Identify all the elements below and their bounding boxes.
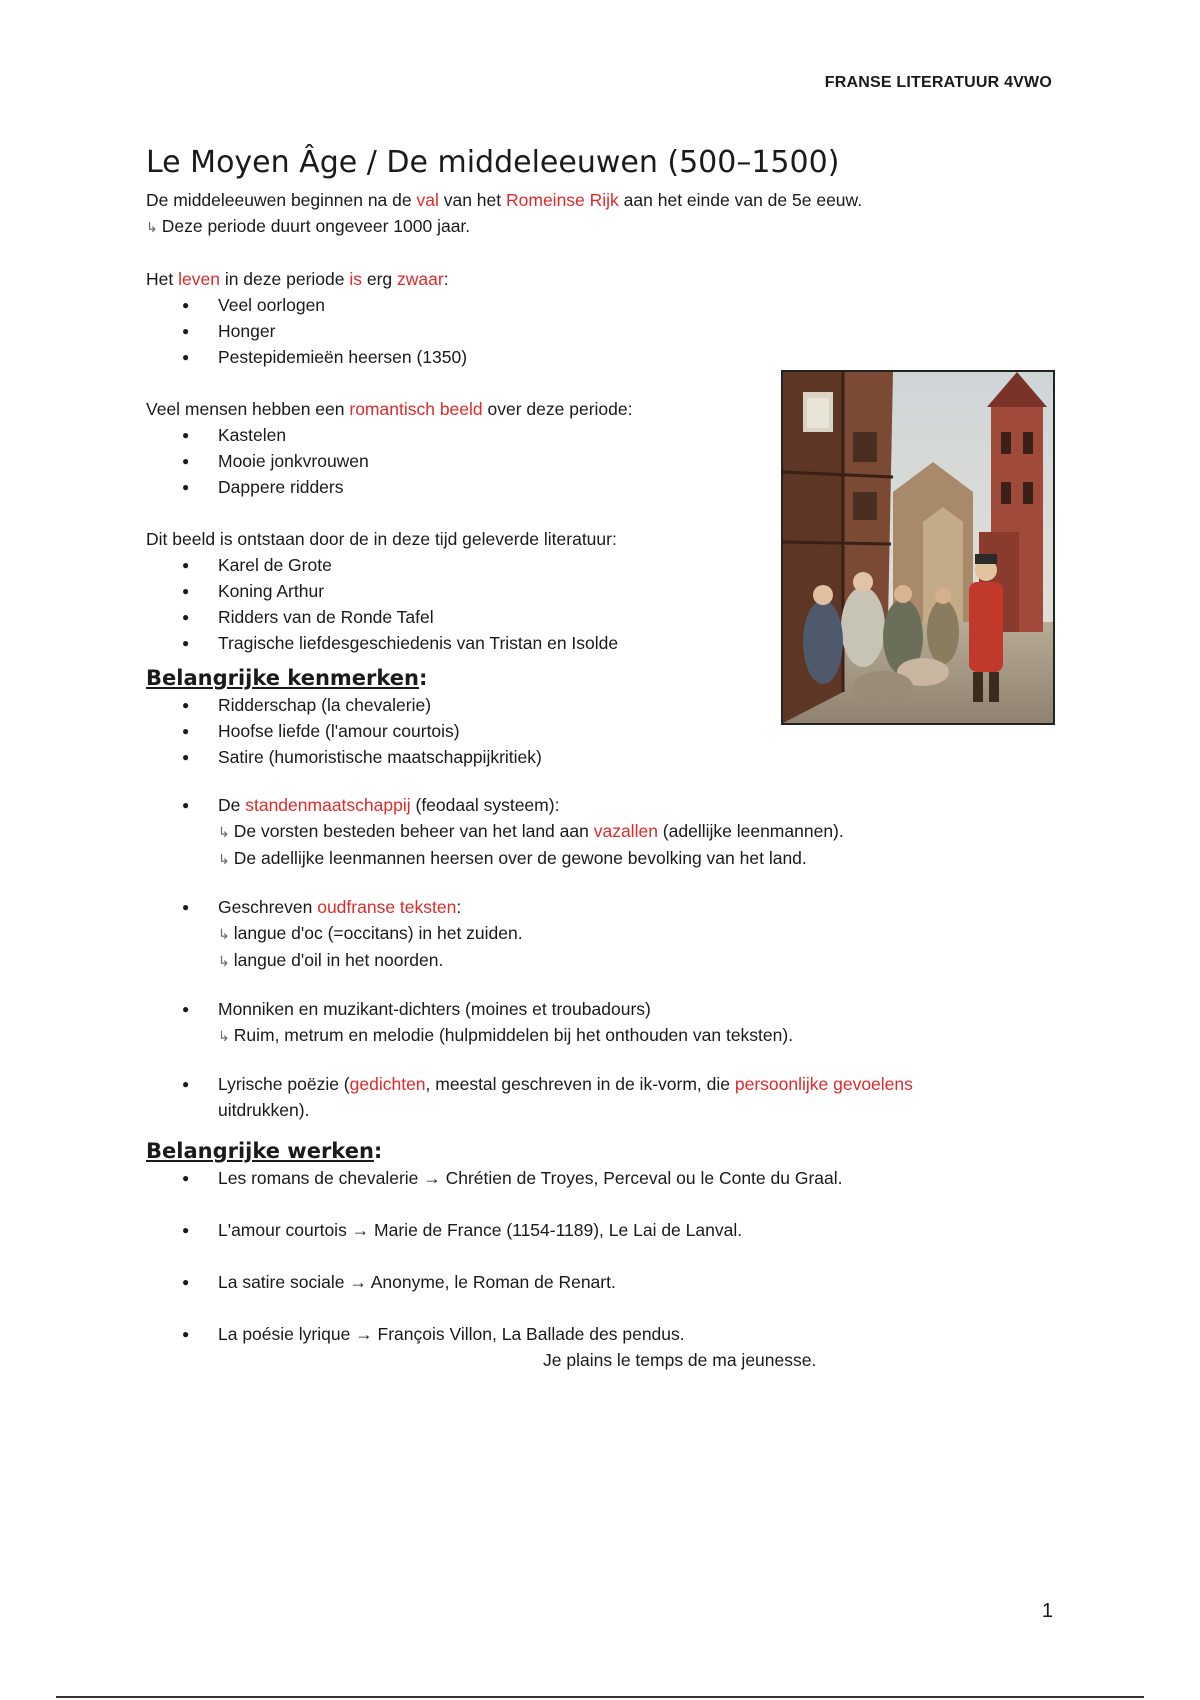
standen-list bbox=[146, 792, 1046, 872]
sub-arrow-icon: ↳ bbox=[146, 219, 158, 235]
list-item: ● L'amour courtois → Marie de France (1154-1189), Le Lai de Lanval. bbox=[218, 1217, 1046, 1243]
sub-arrow-icon: ↳ bbox=[218, 824, 230, 840]
list-item: ● Koning Arthur bbox=[218, 578, 1046, 604]
intro-line-1: De middeleeuwen beginnen na de val van het Romeinse Rijk aan het einde van de 5e eeuw. bbox=[146, 190, 863, 210]
sub-arrow-icon: ↳ bbox=[218, 926, 230, 942]
werken-heading: Belangrijke werken: bbox=[146, 1139, 383, 1163]
list-item: ● Monniken en muzikant-dichters (moines et troubadours) ↳ Ruim, metrum en melodie (hulpmiddelen bij het onthouden van teksten). bbox=[218, 996, 1046, 1049]
monniken-list bbox=[146, 996, 1046, 1049]
list-item: ● Ridderschap (la chevalerie) bbox=[218, 692, 1046, 718]
list-item: ● Honger bbox=[218, 318, 1046, 344]
list-item: ● Dappere ridders bbox=[218, 474, 1046, 500]
kenmerken-heading: Belangrijke kenmerken: bbox=[146, 666, 428, 690]
list-item: ● La poésie lyrique → François Villon, La Ballade des pendus. Je plains le temps de ma jeunesse. bbox=[218, 1321, 1046, 1373]
page-title: Le Moyen Âge / De middeleeuwen (500–1500) bbox=[146, 145, 840, 180]
list-item: ● Satire (humoristische maatschappijkritiek) bbox=[218, 744, 1046, 770]
list-item: ● Pestepidemieën heersen (1350) bbox=[218, 344, 1046, 370]
list-item: ● Karel de Grote bbox=[218, 552, 1046, 578]
medieval-street-illustration bbox=[781, 370, 1055, 725]
lyrisch-list bbox=[146, 1071, 1046, 1123]
ballade-quote: Je plains le temps de ma jeunesse. bbox=[543, 1350, 817, 1370]
list-item: ● Kastelen bbox=[218, 422, 1046, 448]
list-item: ● Mooie jonkvrouwen bbox=[218, 448, 1046, 474]
list-item: ● Ridders van de Ronde Tafel bbox=[218, 604, 1046, 630]
life-intro: Het leven in deze periode is erg zwaar: bbox=[146, 269, 449, 289]
sub-arrow-icon: ↳ bbox=[218, 953, 230, 969]
list-item: ● Lyrische poëzie (gedichten, meestal geschreven in de ik-vorm, die persoonlijke gevoelens uitdrukken). bbox=[218, 1071, 1046, 1123]
sub-arrow-icon: ↳ bbox=[218, 851, 230, 867]
teksten-list bbox=[146, 894, 1046, 974]
werken-list bbox=[146, 1165, 1046, 1373]
list-item: ● Tragische liefdesgeschiedenis van Tristan en Isolde bbox=[218, 630, 1046, 656]
sub-arrow-icon: ↳ bbox=[218, 1028, 230, 1044]
list-item: ● Hoofse liefde (l'amour courtois) bbox=[218, 718, 1046, 744]
list-item: ● Veel oorlogen bbox=[218, 292, 1046, 318]
list-item: ● Les romans de chevalerie → Chrétien de Troyes, Perceval ou le Conte du Graal. bbox=[218, 1165, 1046, 1191]
literature-intro: Dit beeld is ontstaan door de in deze tijd geleverde literatuur: bbox=[146, 529, 617, 549]
intro-line-2: ↳ Deze periode duurt ongeveer 1000 jaar. bbox=[146, 216, 471, 236]
list-item: ● De standenmaatschappij (feodaal systeem): ↳ De vorsten besteden beheer van het land aan vazallen (adellijke leenmannen). ↳ De adellijke leenmannen heersen over de gewone bevolking van het land. bbox=[218, 792, 1046, 872]
bottom-divider bbox=[56, 1696, 1144, 1698]
romantic-intro: Veel mensen hebben een romantisch beeld over deze periode: bbox=[146, 399, 633, 419]
document-header: FRANSE LITERATUUR 4VWO bbox=[824, 74, 1052, 91]
list-item: ● Geschreven oudfranse teksten: ↳ langue d'oc (=occitans) in het zuiden. ↳ langue d'oil in het noorden. bbox=[218, 894, 1046, 974]
list-item: ● La satire sociale → Anonyme, le Roman de Renart. bbox=[218, 1269, 1046, 1295]
life-list bbox=[146, 292, 1046, 370]
page-number: 1 bbox=[1041, 1600, 1053, 1622]
document-body bbox=[146, 145, 1046, 1373]
